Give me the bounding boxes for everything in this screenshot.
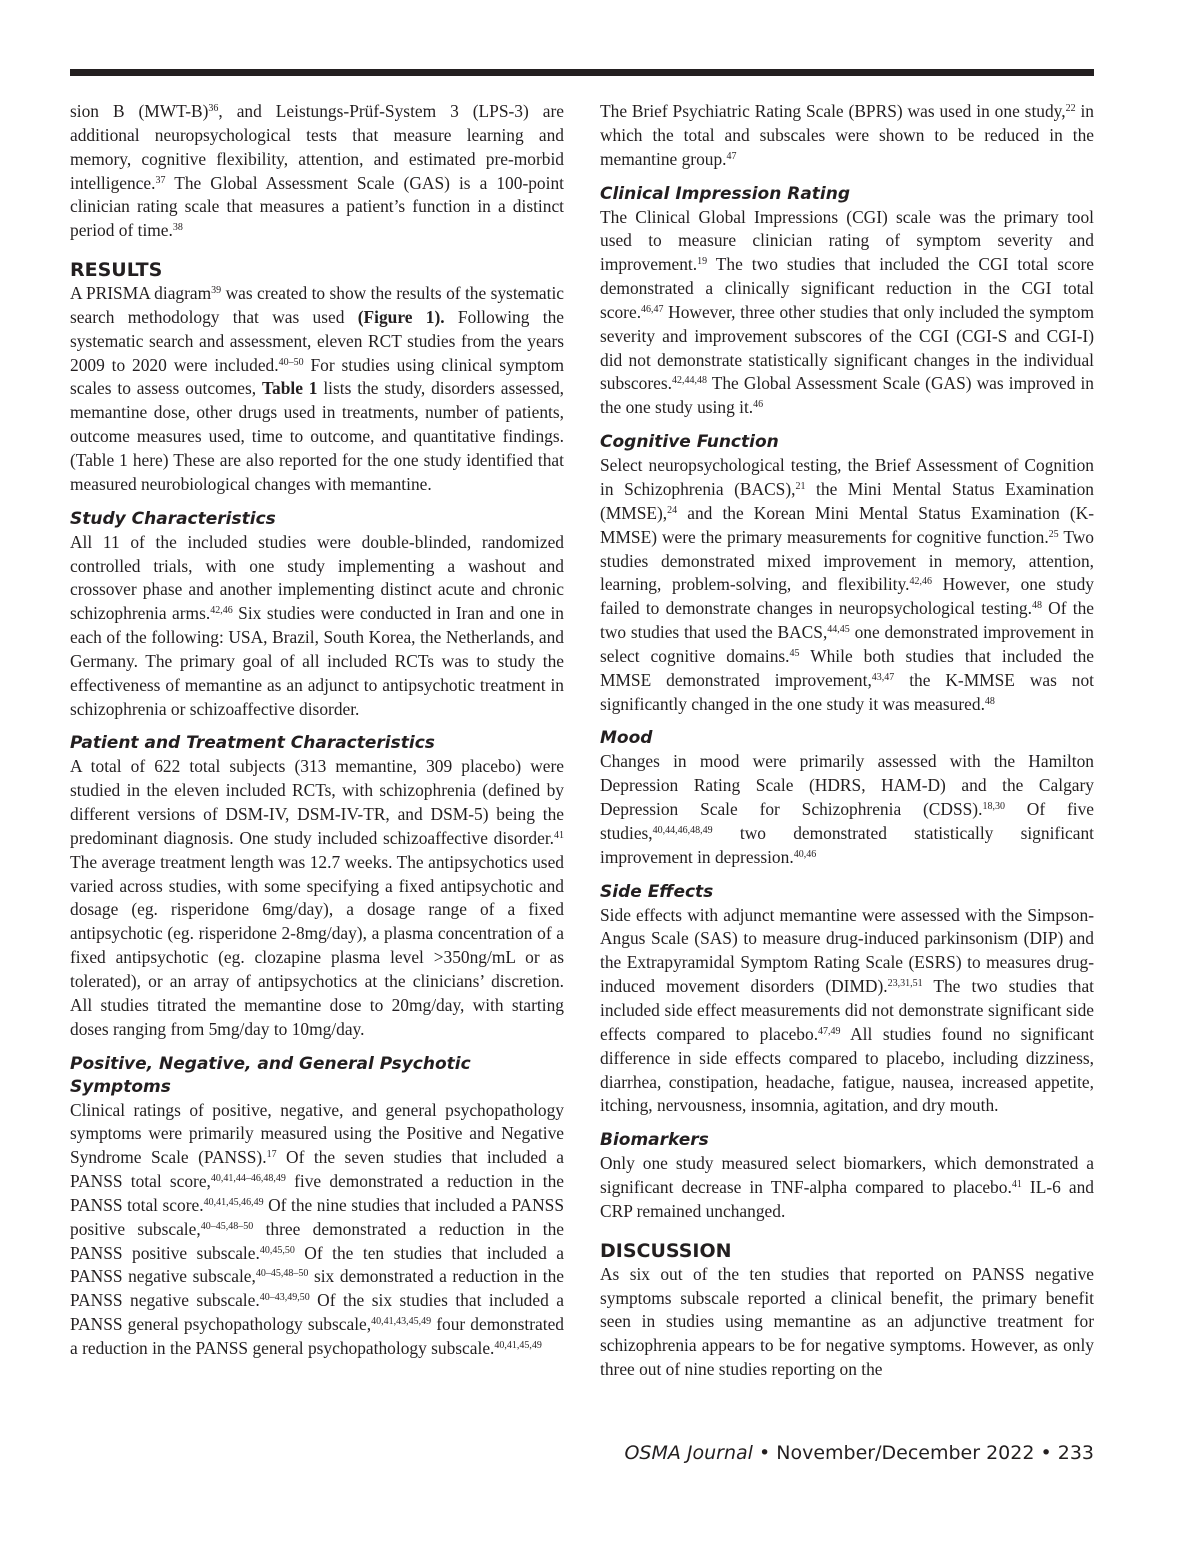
mood-heading: Mood (600, 728, 653, 749)
biomarkers-heading: Biomarkers (600, 1130, 709, 1151)
study-characteristics-paragraph: All 11 of the included studies were double-blinded, randomized controlled trials, with one study implementing a washout and crossover phase and another implementing distinct acute and chronic schizophrenia arms.$^{42,46}$ Six studies were conducted in Iran and one in each of the following: USA, Brazil, South Korea, the Netherlands, and Germany. The primary goal of all included RCTs was to study the effectiveness of memantine as an adjunct to antipsychotic treatment in schizophrenia or schizoaffective disorder. (70, 531, 564, 719)
side-effects-paragraph: Side effects with adjunct memantine were assessed with the Simpson-Angus Scale (SAS) to measure drug-induced parkinsonism (DIP) and the Extrapyramidal Symptom Rating Scale (ESRS) to measures drug-induced movement disorders (DIMD).$^{23,31,51}$ The two studies that included side effect measurements did not demonstrate significant side effects compared to placebo.$^{47,49}$ All studies found no significant difference in side effects compared to placebo, including dizziness, diarrhea, constipation, headache, fatigue, nausea, increased appetite, itching, nervousness, insomnia, agitation, and dry mouth. (600, 904, 1094, 1116)
side-effects-heading: Side Effects (600, 881, 714, 902)
biomarkers-paragraph: Only one study measured select biomarkers, which demonstrated a significant decrease in TNF-alpha compared to placebo.$^{41}$ IL-6 and CRP remained unchanged. (600, 1153, 1094, 1221)
patient-treatment-heading: Patient and Treatment Characteristics (70, 733, 435, 754)
psychotic-symptoms-heading: Positive, Negative, and General Psychotic Symptoms (70, 1053, 471, 1097)
clinical-impression-heading: Clinical Impression Rating (600, 183, 851, 204)
footer-separator: • (752, 1442, 777, 1464)
left-column (70, 100, 564, 1361)
footer-separator-2: • (1034, 1442, 1058, 1464)
clinical-impression-paragraph: The Clinical Global Impressions (CGI) scale was the primary tool used to measure clinician rating of symptom severity and improvement.$^{19}$ The two studies that included the CGI total score demonstrated a clinically significant reduction in the CGI total score.$^{46,47}$ However, three other studies that only included the symptom severity and improvement subscores of the CGI (CGI-S and CGI-I) did not demonstrate statistically significant changes in the individual subscores.$^{42,44,48}$ The Global Assessment Scale (GAS) was improved in the one study using it.$^{46}$ (600, 206, 1094, 418)
results-heading: RESULTS (70, 259, 163, 282)
top-rule (70, 69, 1094, 76)
cognitive-function-heading: Cognitive Function (600, 432, 779, 453)
bprs-paragraph: The Brief Psychiatric Rating Scale (BPRS) was used in one study,$^{22}$ in which the total and subscales were shown to be reduced in the memantine group.$^{47}$ (600, 101, 1094, 169)
journal-name: OSMA Journal (624, 1442, 753, 1464)
results-paragraph: A PRISMA diagram$^{39}$ was created to show the results of the systematic search methodology that was used (Figure 1). Following the systematic search and assessment, eleven RCT studies from the years 2009 to 2020 were included.$^{40-50}$ For studies using clinical symptom scales to assess outcomes, Table 1 lists the study, disorders assessed, memantine dose, other drugs used in treatments, number of patients, outcome measures used, time to outcome, and quantitative findings. (Table 1 here) These are also reported for the one study identified that measured neurobiological changes with memantine. (70, 283, 565, 494)
right-column (600, 100, 1094, 1382)
issue-date: November/December 2022 (776, 1442, 1035, 1464)
discussion-paragraph: As six out of the ten studies that reported on PANSS negative symptoms subscale reported a clinical benefit, the primary benefit seen in studies using memantine as an adjunctive treatment for schizophrenia appears to be for negative symptoms. However, as only three out of nine studies reporting on the (600, 1263, 1094, 1380)
patient-treatment-paragraph: A total of 622 total subjects (313 memantine, 309 placebo) were studied in the eleven included RCTs, with schizophrenia (defined by different versions of DSM-IV, DSM-IV-TR, and DSM-5) being the predominant diagnosis. One study included schizoaffective disorder.$^{41}$ The average treatment length was 12.7 weeks. The antipsychotics used varied across studies, with some specifying a fixed antipsychotic and dosage (eg. risperidone 6mg/day), a dosage range of a fixed antipsychotic (eg. risperidone 2-8mg/day), a plasma concentration of a fixed antipsychotic (eg. clozapine plasma level >350ng/mL or as tolerated), or an array of antipsychotics at the clinicians’ discretion. All studies titrated the memantine dose to 20mg/day, with starting doses ranging from 5mg/day to 10mg/day. (70, 756, 564, 1039)
intro-paragraph: sion B $(MWT-B)^{36}$, and Leistungs-Prüf-System 3 (LPS-3) are additional neuropsychological tests that measure learning and memory, cognitive flexibility, attention, and estimated pre-morbid intelligence.$^{37}$ The Global Assessment Scale (GAS) is a 100-point clinician rating scale that measures a patient’s function in a distinct period of time.$^{38}$ (70, 101, 564, 241)
discussion-heading: DISCUSSION (600, 1239, 732, 1262)
cognitive-function-paragraph: Select neuropsychological testing, the Brief Assessment of Cognition in Schizophrenia (BACS),$^{21}$ the Mini Mental Status Examination (MMSE),$^{24}$ and the Korean Mini Mental Status Examination (K-MMSE) were the primary measurements for cognitive function.$^{25}$ Two studies demonstrated mixed improvement in memory, attention, learning, problem-solving, and flexibility.$^{42,46}$ However, one study failed to demonstrate changes in neuropsychological testing.$^{48}$ Of the two studies that used the BACS,$^{44,45}$ one demonstrated improvement in select cognitive domains.$^{45}$ While both studies that included the MMSE demonstrated improvement,$^{43,47}$ the K-MMSE was not significantly changed in the one study it was measured.$^{48}$ (600, 455, 1094, 714)
page-number: 233 (1057, 1442, 1094, 1464)
table-1-reference: Table 1 (262, 378, 318, 399)
figure-1-reference: (Figure 1). (357, 306, 445, 327)
page-footer (624, 1442, 1094, 1464)
study-characteristics-heading: Study Characteristics (70, 508, 276, 529)
mood-paragraph: Changes in mood were primarily assessed with the Hamilton Depression Rating Scale (HDRS, HAM-D) and the Calgary Depression Scale for Schizophrenia (CDSS).$^{18,30}$ Of five studies,$^{40,44,46,48,49}$ two demonstrated statistically significant improvement in depression.$^{40,46}$ (600, 751, 1094, 867)
psychotic-symptoms-paragraph: Clinical ratings of positive, negative, and general psychopathology symptoms were primarily measured using the Positive and Negative Syndrome Scale (PANSS).$^{17}$ Of the seven studies that included a PANSS total score,$^{40,41,44-46,48,49}$ five demonstrated a reduction in the PANSS total score.$^{40,41,45,46,49}$ Of the nine studies that included a PANSS positive subscale,$^{40-45,48-50}$ three demonstrated a reduction in the PANSS positive subscale.$^{40,45,50}$ Of the ten studies that included a PANSS negative subscale,$^{40-45,48-50}$ six demonstrated a reduction in the PANSS negative subscale.$^{40-43,49,50}$ Of the six studies that included a PANSS general psychopathology subscale,$^{40,41,43,45,49}$ four demonstrated a reduction in the PANSS general psychopathology subscale.$^{40,41,45,49}$ (70, 1099, 565, 1358)
